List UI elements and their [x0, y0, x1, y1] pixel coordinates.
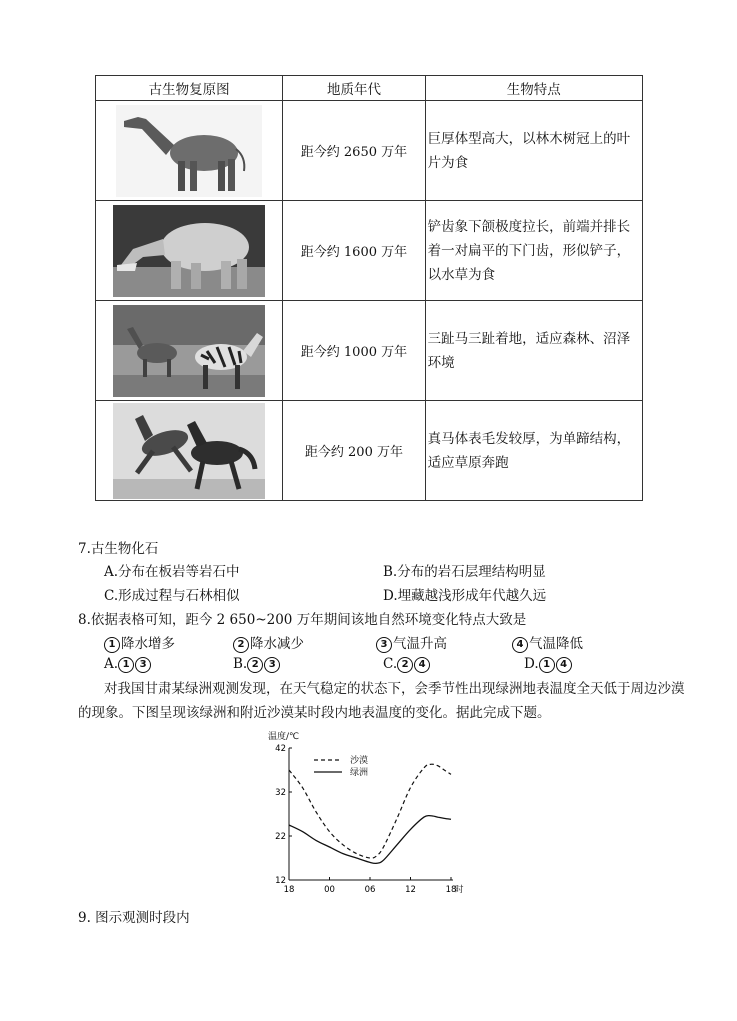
q8-item-text: 降水减少	[250, 636, 304, 652]
q8-item-text: 气温降低	[529, 636, 583, 652]
series-line-desert	[289, 764, 451, 858]
row-traits: 三趾马三趾着地，适应森林、沼泽环境	[425, 301, 642, 401]
legend-label-desert: 沙漠	[350, 756, 369, 766]
q7-option-a[interactable]: A.分布在板岩等岩石中	[104, 564, 240, 580]
row-age: 距今约 1600 万年	[283, 201, 425, 301]
y-tick-label: 42	[275, 744, 286, 754]
equus-illustration-icon	[113, 403, 265, 499]
row-image-cell	[96, 401, 283, 501]
row-image-cell	[96, 301, 283, 401]
q8-option-a[interactable]	[104, 656, 152, 673]
paraceratherium-illustration-icon	[116, 105, 262, 197]
option-letter: B.	[233, 656, 248, 672]
row-age: 距今约 1000 万年	[283, 301, 425, 401]
table-row	[96, 201, 643, 301]
y-tick-label: 22	[275, 832, 286, 842]
x-axis-label: 时	[455, 885, 464, 895]
q8-item-1	[104, 632, 175, 653]
table-row	[96, 401, 643, 501]
q7-option-c[interactable]: C.形成过程与石林相似	[104, 588, 240, 604]
circled-number: 4	[512, 637, 528, 653]
passage-text: 对我国甘肃某绿洲观测发现，在天气稳定的状态下，会季节性出现绿洲地表温度全天低于周边沙漠的现象。下图呈现该绿洲和附近沙漠某时段内地表温度的变化。据此完成下题。	[78, 681, 685, 721]
q8-item-text: 气温升高	[393, 636, 447, 652]
header-age: 地质年代	[283, 76, 425, 101]
legend-label-oasis: 绿洲	[350, 768, 369, 778]
x-tick-label: 06	[364, 885, 376, 895]
circled-number: 3	[264, 657, 280, 673]
x-tick-label: 18	[283, 885, 295, 895]
q8-option-c[interactable]	[383, 656, 431, 673]
row-traits: 铲齿象下颌极度拉长，前端并排长着一对扁平的下门齿，形似铲子，以水草为食	[425, 201, 642, 301]
legend	[314, 754, 368, 778]
q8-item-2	[233, 632, 304, 653]
circled-number: 1	[539, 657, 555, 673]
header-illustration: 古生物复原图	[96, 76, 283, 101]
y-axis-label: 温度/℃	[268, 732, 300, 742]
circled-number: 4	[414, 657, 430, 673]
row-age: 距今约 200 万年	[283, 401, 425, 501]
option-letter: C.	[383, 656, 398, 672]
x-tick-label: 00	[324, 885, 335, 895]
x-tick-label: 12	[405, 885, 416, 895]
q8-item-text: 降水增多	[121, 636, 175, 652]
table-header-row	[96, 76, 643, 101]
row-image-cell	[96, 201, 283, 301]
table-row	[96, 301, 643, 401]
table-row	[96, 101, 643, 201]
option-letter: A.	[104, 656, 119, 672]
question-9-stem: 9. 图示观测时段内	[78, 910, 190, 926]
y-tick-label: 12	[275, 876, 286, 886]
circled-number: 2	[397, 657, 413, 673]
series-line-oasis	[289, 816, 451, 864]
x-tick-label: 18	[445, 885, 457, 895]
circled-number: 4	[556, 657, 572, 673]
question-8-stem: 8.依据表格可知，距今 2 650~200 万年期间该地自然环境变化特点大致是	[78, 612, 527, 628]
y-tick-label: 32	[275, 788, 286, 798]
circled-number: 3	[376, 637, 392, 653]
row-traits: 巨厚体型高大，以林木树冠上的叶片为食	[425, 101, 642, 201]
q8-option-d[interactable]	[524, 656, 573, 673]
q8-item-3	[376, 632, 447, 653]
platybelodon-illustration-icon	[113, 205, 265, 297]
circled-number: 1	[104, 637, 120, 653]
hipparion-illustration-icon	[113, 305, 265, 397]
q7-option-b[interactable]: B.分布的岩石层理结构明显	[383, 564, 546, 580]
row-image-cell	[96, 101, 283, 201]
question-7-stem: 7.古生物化石	[78, 541, 159, 557]
circled-number: 2	[233, 637, 249, 653]
header-traits: 生物特点	[425, 76, 642, 101]
q8-item-4	[512, 632, 583, 653]
fossil-table	[95, 75, 643, 501]
circled-number: 2	[247, 657, 263, 673]
temperature-line-chart	[262, 730, 472, 900]
row-age: 距今约 2650 万年	[283, 101, 425, 201]
option-letter: D.	[524, 656, 539, 672]
circled-number: 1	[118, 657, 134, 673]
circled-number: 3	[135, 657, 151, 673]
q7-option-d[interactable]: D.埋藏越浅形成年代越久远	[383, 588, 547, 604]
row-traits: 真马体表毛发较厚，为单蹄结构，适应草原奔跑	[425, 401, 642, 501]
q8-option-b[interactable]	[233, 656, 281, 673]
